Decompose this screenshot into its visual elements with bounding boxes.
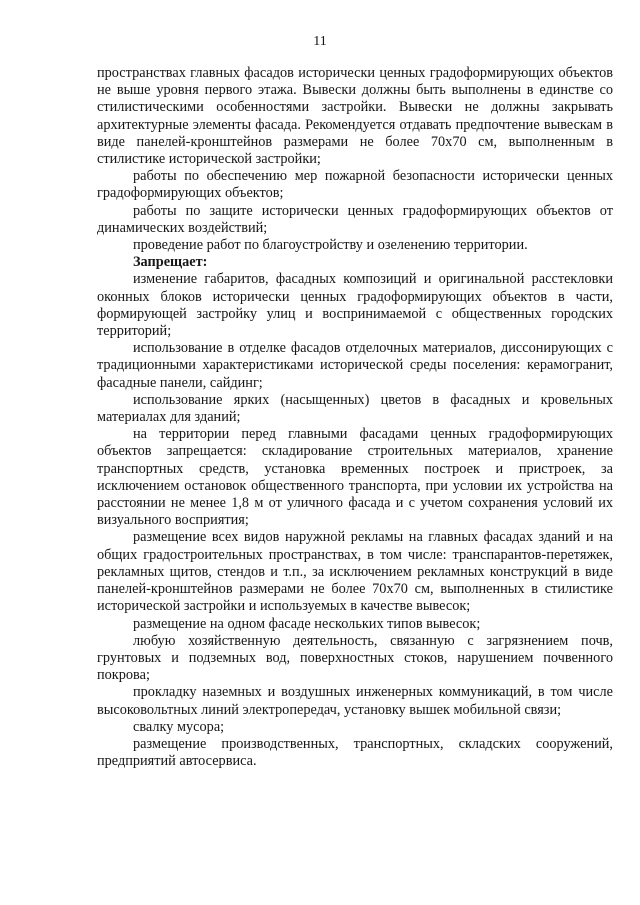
paragraph-landscaping: проведение работ по благоустройству и озеленению территории.: [133, 237, 528, 254]
paragraph-finishing-materials: использование в отделке фасадов отделочных материалов, диссонирующих с традиционными характеристиками исторической среды поселения: керамогранит, фасадные панели, сайдинг;: [97, 340, 613, 391]
paragraph-industrial-facilities: размещение производственных, транспортных, складских сооружений, предприятий автосервиса.: [97, 735, 613, 770]
section-heading-prohibits: Запрещает:: [133, 254, 208, 271]
paragraph-garbage-dumping: свалку мусора;: [133, 718, 225, 735]
paragraph-dynamic-protection: работы по защите исторически ценных градоформирующих объектов от динамических воздействий;: [97, 202, 613, 236]
paragraph-utility-lines: прокладку наземных и воздушных инженерных коммуникаций, в том числе высоковольтных линий электропередач, установку вышек мобильной связи;: [97, 684, 613, 718]
paragraph-multiple-signs: размещение на одном фасаде нескольких типов вывесок;: [133, 615, 481, 632]
paragraph-dimension-changes: изменение габаритов, фасадных композиций и оригинальной расстекловки оконных блоков исторически ценных градоформирующих объектов в части, формирующей застройку улиц и воспринимаемой с общественных городских территорий;: [97, 271, 613, 340]
page-number: 11: [313, 34, 327, 49]
paragraph-signboards-continued: пространствах главных фасадов исторически ценных градоформирующих объектов не выше уровня первого этажа. Вывески должны быть выполнены в единстве со стилистическими особенностями застройки. Вывески не должны закрывать архитектурные элементы фасада. Рекомендуется отдавать предпочтение вывескам в виде панелей-кронштейнов размерами не более 70х70 см, выполненным в стилистике исторической застройки;: [97, 65, 613, 168]
paragraph-front-territory: на территории перед главными фасадами ценных градоформирующих объектов запрещается: складирование строительных материалов, хранение транспортных средств, установка временных построек и пристроек, за исключением остановок общественного транспорта, при условии их устройства на расстоянии не менее 1,8 м от уличного фасада и с учетом сохранения условий их визуального восприятия;: [97, 426, 613, 529]
document-body: [97, 65, 613, 770]
paragraph-outdoor-advertising: размещение всех видов наружной рекламы на главных фасадах зданий и на общих градостроительных пространствах, в том числе: транспарантов-перетяжек, рекламных щитов, стендов и т.п., за исключением рекламных конструкций в виде панелей-кронштейнов размерами не более 70х70 см, выполненных в стилистике исторической застройки и используемых в качестве вывесок;: [97, 529, 613, 615]
paragraph-fire-safety: работы по обеспечению мер пожарной безопасности исторически ценных градоформирующих объектов;: [97, 168, 613, 202]
paragraph-soil-pollution: любую хозяйственную деятельность, связанную с загрязнением почв, грунтовых и подземных вод, поверхностных стоков, нарушением почвенного покрова;: [97, 632, 613, 684]
paragraph-bright-colors: использование ярких (насыщенных) цветов в фасадных и кровельных материалах для зданий;: [97, 391, 613, 426]
